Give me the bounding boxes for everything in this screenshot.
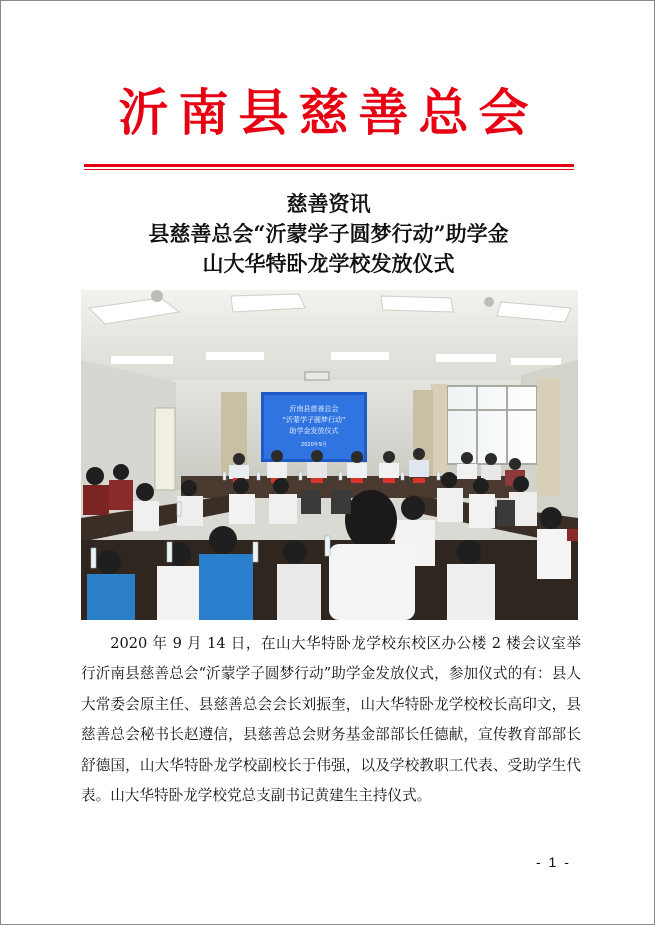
event-photo <box>81 290 578 620</box>
masthead-rule-thick <box>84 164 574 167</box>
article-subheadline: 山大华特卧龙学校发放仪式 <box>202 251 455 276</box>
masthead-title: 沂南县慈善总会 <box>118 83 539 142</box>
article-body <box>81 629 581 811</box>
masthead-rule-thin <box>84 169 574 170</box>
page-number: - 1 - <box>536 854 571 870</box>
screen-line-1: 沂南县慈善总会 <box>289 405 339 413</box>
screen-line-2: “沂蒙学子圆梦行动” <box>282 416 346 424</box>
screen-line-4: 2020年9月 <box>301 442 327 448</box>
article-category: 慈善资讯 <box>286 191 371 216</box>
article-paragraph: 2020 年 9 月 14 日，在山大华特卧龙学校东校区办公楼 2 楼会议室举行沂南县慈善总会“沂蒙学子圆梦行动”助学金发放仪式，参加仪式的有：县人大常委会原主任、县慈善总会会长刘振奎，山大华特卧龙学校校长高印文，县慈善总会秘书长赵遵信，县慈善总会财务基金部部长任德献，宣传教育部部长舒德国，山大华特卧龙学校副校长于伟强，以及学校教职工代表、受助学生代表。山大华特卧龙学校党总支副书记黄建生主持仪式。 <box>81 635 581 805</box>
screen-line-3: 助学金发放仪式 <box>289 427 339 435</box>
article-title-block <box>1 189 655 279</box>
article-headline: 县慈善总会“沂蒙学子圆梦行动”助学金 <box>148 221 509 246</box>
